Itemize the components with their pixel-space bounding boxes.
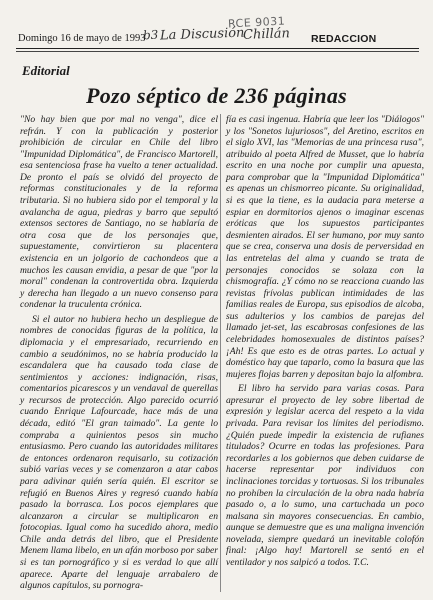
- paragraph: fía es casi ingenua. Habría que leer los "Diálogos" y los "Sonetos lujuriosos", del Aretino, escritos en el siglo XVI, las "Memorias de una princesa rusa", atribuido al poeta Alfred de Musset, que lo habría escrito en una noche por cumplir una apuesta, para comprobar que la "Impunidad Diplomática" es apenas un chismorreo picante. Su originalidad, si es que la tiene, es la audacia para meterse a espiar en dormitorios ajenos o imaginar escenas eróticas que los supuestos participantes desmienten airados. El ser humano, por muy santo que se crea, conserva una dosis de perversidad en las entretelas del alma y cuando se trata de personajes conocidos se solaza con la chismografía. ¿Y cómo no se reacciona cuando las revistas frívolas publican intimidades de las familias reales de Europa, sus episodios de alcoba, sus adulterios y los cambios de parejas del llamado jet-set, las escabrosas confesiones de las celebridades homosexuales de distintos países? ¡Ah! Es que esto es de otras partes. Lo actual y doméstico hay que taparlo, como la basura que las mujeres flojas barren y depositan bajo la alfombra.: [226, 114, 424, 380]
- archive-stamp: RCE 9031: [227, 14, 286, 31]
- publication-date: Domingo 16 de mayo de 1993: [18, 33, 146, 44]
- paragraph: Si el autor no hubiera hecho un despliegue de nombres de conocidas figuras de la política, la diplomacia y el empresariado, recurriendo en cambio a seudónimos, no se habría producido la escandalera que ha causado toda clase de sentimientos y acciones: indignación, risas, comentarios picarescos y un vendaval de querellas y recursos de protección. Algo parecido ocurrió cuando Enrique Lafourcade, hace más de una década, editó "El gran taimado". La gente lo compraba a quinientos pesos sin mucho entusiasmo. Pero cuando las autoridades militares de entonces ordenaron requisarlo, su cotización subió varias veces y se comenzaron a atar cabos para adivinar quién sería quién. El escritor se refugió en Buenos Aires y regresó cuando había pasado la borrasca. Los pocos ejemplares que alcanzaron a circular se multiplicaron en fotocopias. Igual como ha sucedido ahora, medio Chile anda detrás del libro, que el Presidente Menem llama libelo, en un afán morboso por saber si es tan pornográfico y si es verdad lo que allí aparece. Aparte del lenguaje arrabalero de algunos capítulos, su pornogra-: [20, 313, 218, 592]
- paragraph: "No hay bien que por mal no venga", dice el refrán. Y con la publicación y posterior prohibición de circular en Chile del libro "Impunidad Diplomática", de Francisco Martorell, esa sentenciosa frase ha vuelto a tener actualidad. De pronto el país se olvidó del proyecto de reformas constitucionales y de la reforma tributaria. Si no hubiera sido por el temporal y la avalancha de agua, piedras y barro que sepultó extensos sectores de Santiago, no se hablaría de otra cosa que de los personajes que, supuestamente, convirtieron su placentera existencia en un jolgorio de cachondeos que a muchos les causan envidia, a pesar de que "por la moral" condenan la controvertida obra. Izquierda y derecha han llegado a un nuevo consenso para condenar la truculenta crónica.: [20, 114, 218, 311]
- header-rule-thin: [16, 51, 419, 52]
- section-label: REDACCION: [311, 33, 377, 45]
- article-title: Pozo séptico de 236 páginas: [85, 83, 348, 108]
- handwritten-page-number: b3: [142, 27, 159, 43]
- header-rule: [16, 48, 419, 49]
- left-column: [20, 114, 218, 595]
- article-kicker: Editorial: [22, 63, 70, 78]
- right-column: [226, 114, 424, 572]
- paragraph: El libro ha servido para varias cosas. Para apresurar el proyecto de ley sobre libertad de expresión y legislar acerca del respeto a la vida privada. Para revisar los límites del periodismo. ¿Quién puede impedir la existencia de rufianes titulados? Ocurre en todas las profesiones. Para recordarles a los gobiernos que deben cuidarse de hacerse representar por individuos con inclinaciones torcidas y tortuosas. Si los tribunales no prohíben la circulación de la obra nada habría pasado o, a lo sumo, una cartuchada un poco malsana sin mayores consecuencias. En cambio, aunque se demuestre que es una maligna invención novelada, siempre quedará un inevitable colofón final: ¡Algo hay! Martorell se sentó en el ventilador y nos salpicó a todos. T.C.: [226, 383, 424, 568]
- column-divider: [220, 114, 221, 592]
- handwritten-newspaper-name: La Discusión: [159, 25, 245, 44]
- handwritten-city: Chillán: [242, 26, 291, 43]
